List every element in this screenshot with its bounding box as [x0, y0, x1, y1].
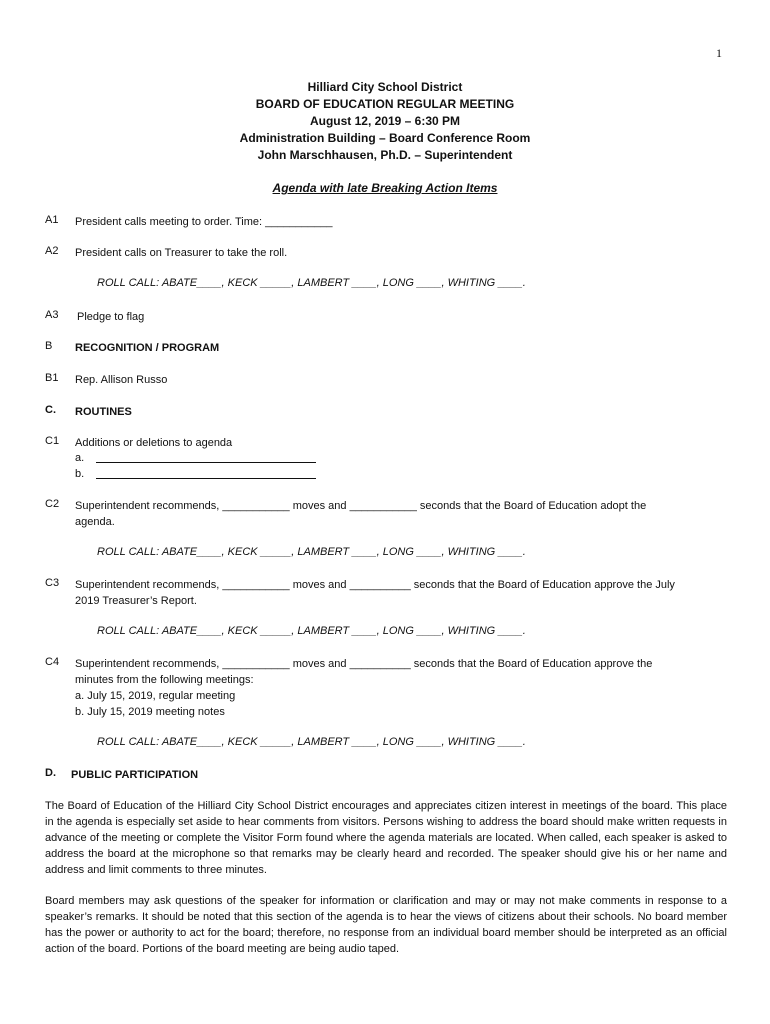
item-c1-text: Additions or deletions to agenda [75, 437, 233, 449]
item-code-a3: A3 [45, 309, 59, 321]
item-a3-text: Pledge to flag [77, 311, 145, 323]
item-c2-line1: Superintendent recommends, ___________ moves and ___________ seconds that the Board of Education adopt the [75, 500, 647, 512]
roll-call-line: ROLL CALL: ABATE____, KECK _____, LAMBERT ____, LONG ____, WHITING ____. [97, 736, 526, 748]
superintendent-line: John Marschhausen, Ph.D. – Superintendent [257, 148, 513, 162]
item-c3-line2: 2019 Treasurer’s Report. [75, 595, 197, 607]
section-code-c: C. [45, 404, 56, 416]
item-code-a1: A1 [45, 214, 59, 226]
item-c3-line1: Superintendent recommends, ___________ moves and __________ seconds that the Board of Education approve the July [75, 579, 675, 591]
section-b-title: RECOGNITION / PROGRAM [75, 342, 220, 354]
meeting-date: August 12, 2019 – 6:30 PM [309, 114, 461, 128]
roll-call-line: ROLL CALL: ABATE____, KECK _____, LAMBERT ____, LONG ____, WHITING ____. [97, 546, 526, 558]
c1-sub-b-blank [96, 468, 316, 479]
item-c4-line1: Superintendent recommends, ___________ moves and __________ seconds that the Board of Education approve the [75, 658, 653, 670]
item-c4-line2: minutes from the following meetings: [75, 674, 254, 686]
item-code-a2: A2 [45, 245, 59, 257]
public-participation-paragraph-2: Board members may ask questions of the speaker for information or clarification and may or may not make comments in response to a speaker’s remarks. It should be noted that this section of the agenda is to hear the views of citizens about their schools. No board member has the power or authority to act for the board; therefore, no response from an individual board member should be interpreted as an official action of the board. Portions of the board meeting are being audio taped. [45, 895, 727, 955]
item-a1-text: President calls meeting to order. Time: ___________ [75, 216, 333, 228]
item-c4-sub-b: b. July 15, 2019 meeting notes [75, 706, 225, 718]
item-code-c3: C3 [45, 577, 60, 589]
section-d-title: PUBLIC PARTICIPATION [71, 769, 199, 781]
page-number: 1 [716, 46, 722, 60]
c1-sub-b-label: b. [75, 468, 85, 480]
meeting-location: Administration Building – Board Conference Room [239, 131, 531, 145]
item-c4-sub-a: a. July 15, 2019, regular meeting [75, 690, 236, 702]
public-participation-paragraph-1: The Board of Education of the Hilliard City School District encourages and appreciates citizen interest in meetings of the board. This place in the agenda is especially set aside to hear comments from visitors. Persons wishing to address the board should make written requests in advance of the meeting or complete the Visitor Form found where the agenda materials are located. When called, each speaker is asked to address the board at the microphone so that remarks may be clearly heard and recorded. The speaker should give his or her name and address and limit comments to three minutes. [45, 800, 727, 876]
roll-call-line: ROLL CALL: ABATE____, KECK _____, LAMBERT ____, LONG ____, WHITING ____. [97, 277, 526, 289]
section-code-b: B [45, 340, 53, 352]
section-c-title: ROUTINES [75, 406, 132, 418]
agenda-subtitle: Agenda with late Breaking Action Items [272, 181, 498, 195]
item-code-c4: C4 [45, 656, 60, 668]
item-code-c1: C1 [45, 435, 60, 447]
item-code-b1: B1 [45, 372, 59, 384]
district-name: Hilliard City School District [307, 80, 463, 94]
section-code-d: D. [45, 767, 56, 779]
c1-sub-a-blank [96, 452, 316, 463]
item-code-c2: C2 [45, 498, 60, 510]
item-a2-text: President calls on Treasurer to take the roll. [75, 247, 288, 259]
meeting-title: BOARD OF EDUCATION REGULAR MEETING [255, 97, 515, 111]
c1-sub-a-label: a. [75, 452, 85, 464]
item-b1-text: Rep. Allison Russo [75, 374, 168, 386]
item-c2-line2: agenda. [75, 516, 115, 528]
roll-call-line: ROLL CALL: ABATE____, KECK _____, LAMBERT ____, LONG ____, WHITING ____. [97, 625, 526, 637]
